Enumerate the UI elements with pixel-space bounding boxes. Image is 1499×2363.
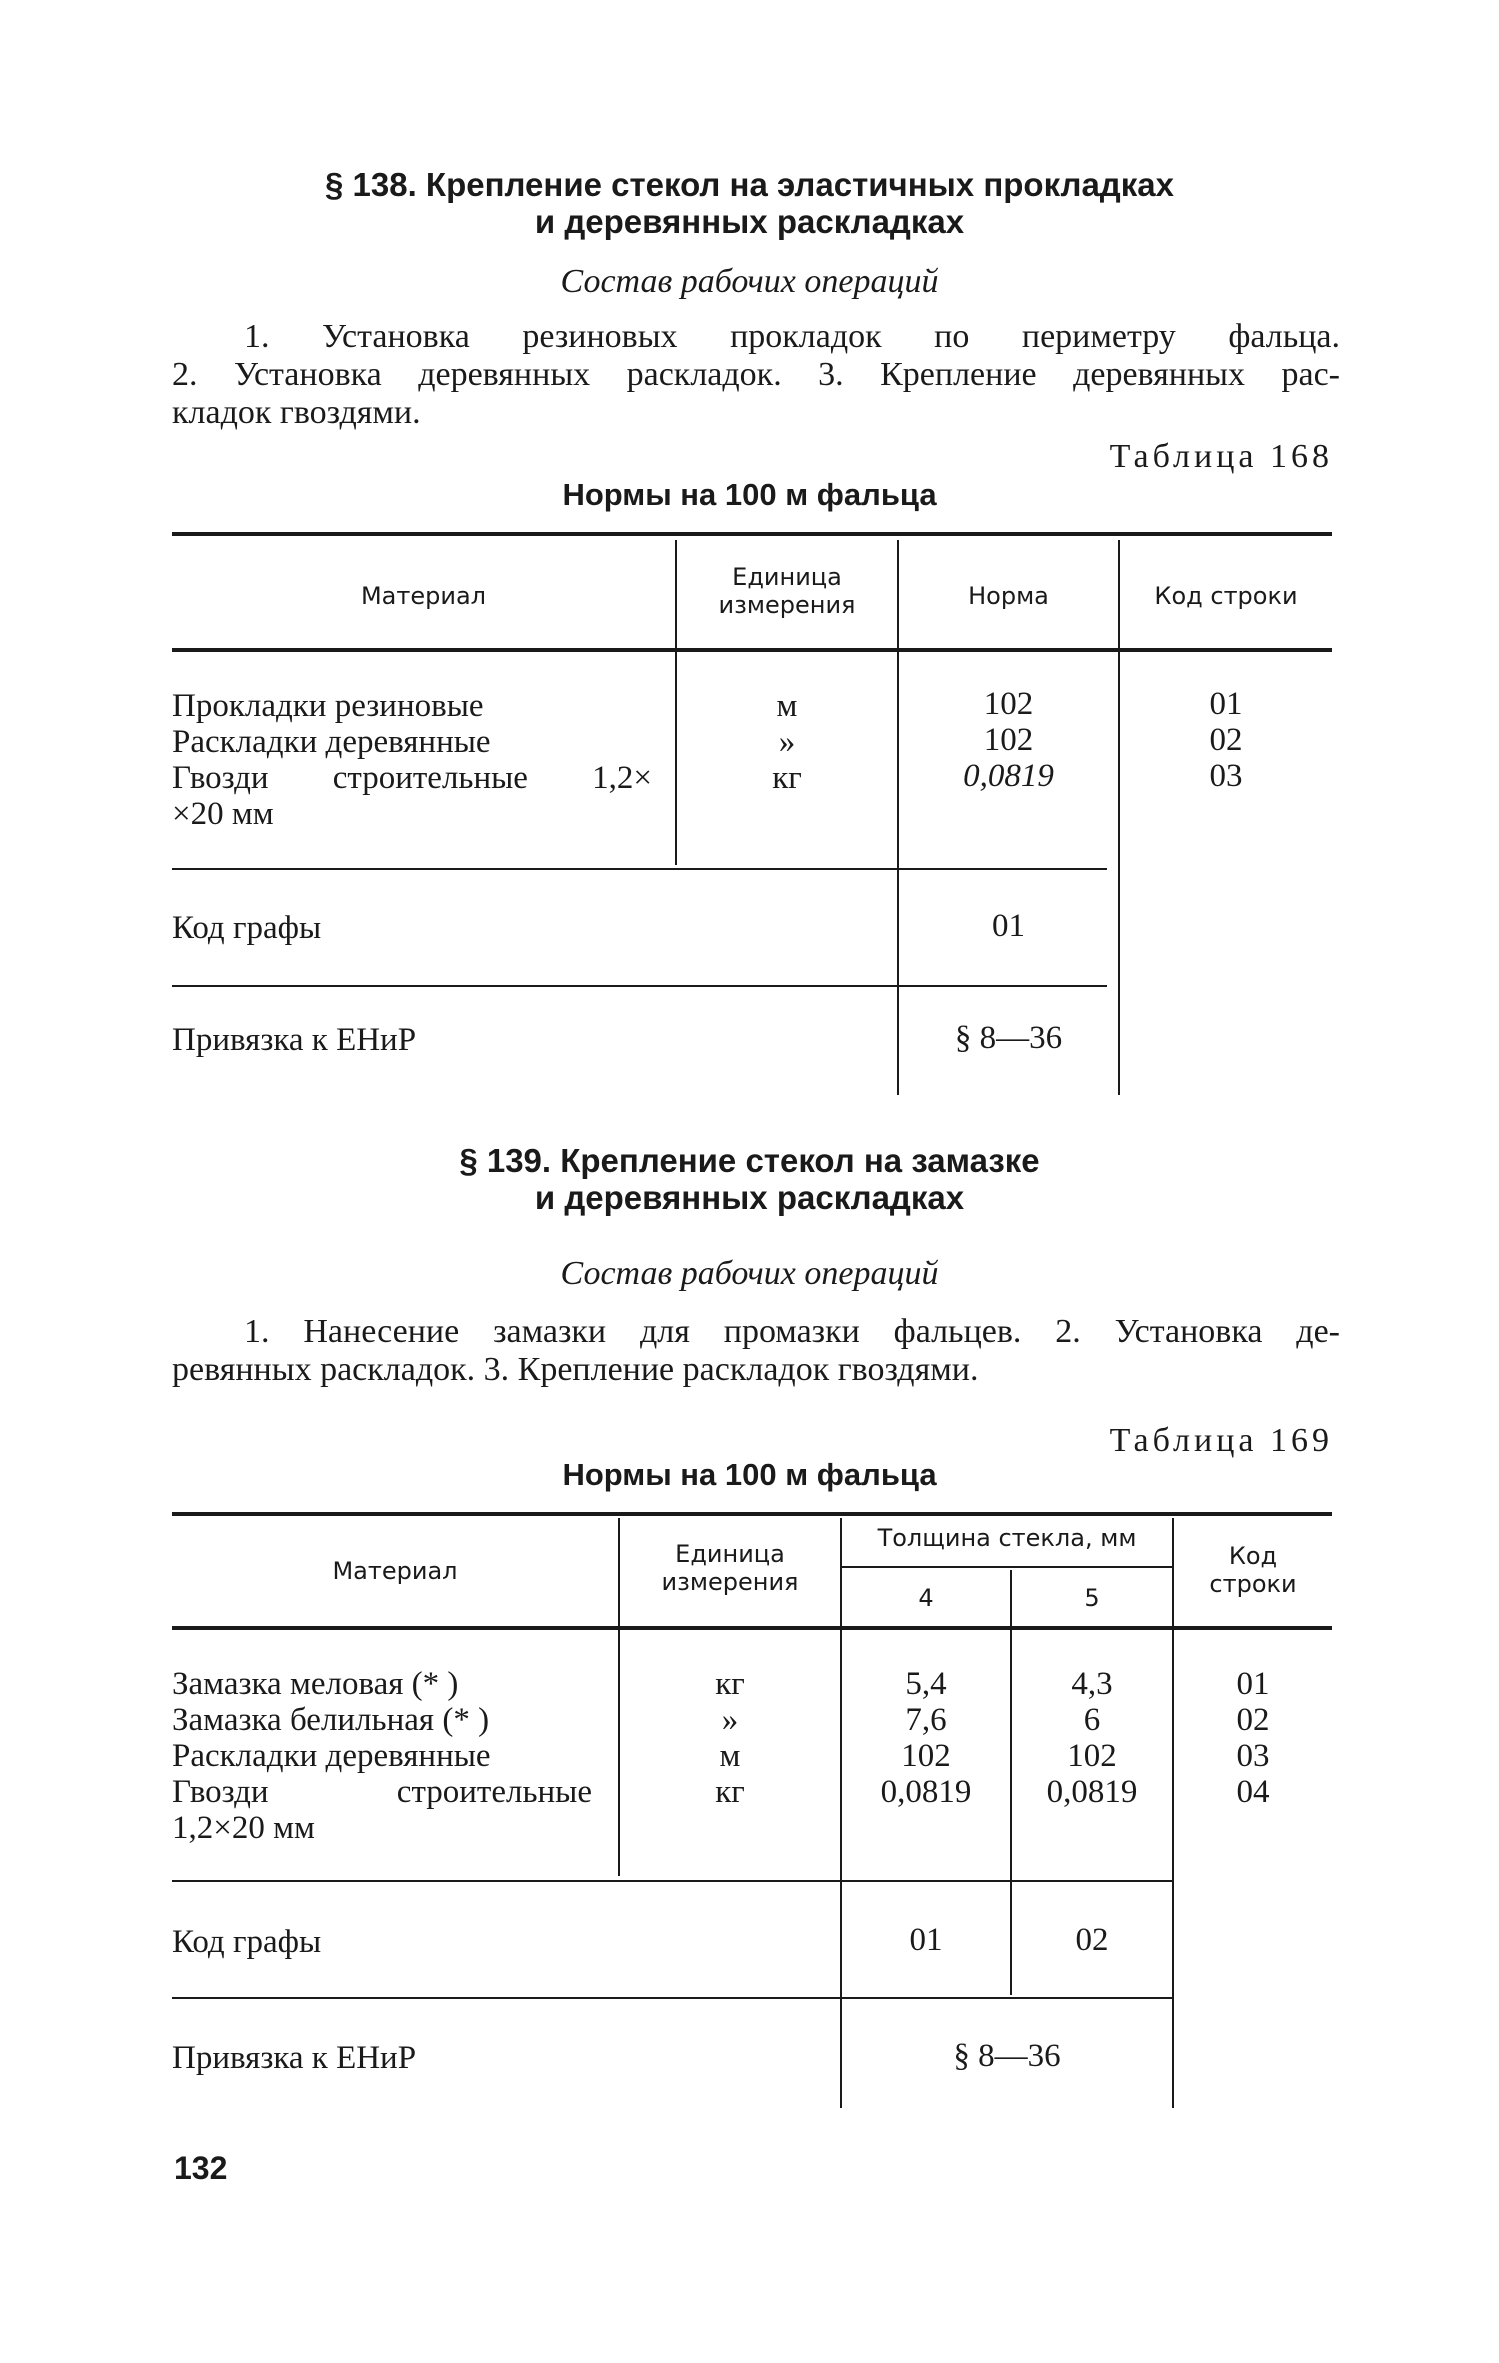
table-169-column-code-5: 02: [1075, 1922, 1109, 1958]
table-cell: 4,3: [1071, 1666, 1113, 1702]
table-168-header-unit-line2: измерения: [718, 591, 856, 619]
table-cell: кг: [715, 1666, 745, 1702]
table-cell: 0,0819: [880, 1774, 972, 1810]
table-cell: 102: [901, 1738, 951, 1774]
table-row: ×20 мм: [172, 796, 274, 832]
table-cell: 102: [983, 686, 1034, 722]
table-169-top-rule: [172, 1512, 1332, 1516]
table-169-header-thick-5: 5: [1084, 1584, 1100, 1612]
table-169-header-thick-4: 4: [918, 1584, 934, 1612]
table-row: Раскладки деревянные: [172, 724, 491, 760]
table-169-header-code-line2: строки: [1209, 1570, 1297, 1598]
section-138-paragraph-line1: 1. Установка резиновых прокладок по периметру фальца.: [244, 318, 1340, 355]
table-168-header-material: Материал: [360, 582, 487, 610]
section-138-title-line1: § 138. Крепление стекол на эластичных прокладках: [325, 166, 1174, 203]
table-168-header-code: Код строки: [1154, 582, 1298, 610]
table-row: Гвозди строительные 1,2×: [172, 760, 652, 796]
table-row: Замазка белильная (* ): [172, 1702, 490, 1738]
table-cell: 0,0819: [1046, 1774, 1138, 1810]
table-cell: 03: [1236, 1738, 1270, 1774]
table-cell: м: [719, 1738, 741, 1774]
table-169-vline-4: [1172, 1518, 1174, 2108]
table-169-thickness-rule: [842, 1566, 1172, 1568]
table-cell: 0,0819: [963, 758, 1054, 794]
section-139-title-line2: и деревянных раскладках: [534, 1179, 965, 1216]
table-cell: »: [778, 724, 796, 760]
section-138-paragraph-line2: 2. Установка деревянных раскладок. 3. Крепление деревянных рас-: [172, 356, 1340, 393]
table-row: Замазка меловая (* ): [172, 1666, 459, 1702]
section-139-paragraph-line1: 1. Нанесение замазки для промазки фальцев. 2. Установка де-: [244, 1313, 1340, 1350]
table-169-header-rule: [172, 1626, 1332, 1630]
table-168-binding-label: Привязка к ЕНиР: [172, 1022, 417, 1058]
section-138-paragraph-line3: кладок гвоздями.: [172, 394, 421, 431]
table-169-code-rule: [172, 1997, 1172, 1999]
table-row: Гвозди строительные: [172, 1774, 592, 1810]
table-cell: »: [721, 1702, 739, 1738]
table-cell: 01: [1209, 686, 1243, 722]
table-cell: 102: [1067, 1738, 1117, 1774]
table-row: Прокладки резиновые: [172, 688, 484, 724]
table-169-header-code-line1: Код: [1228, 1542, 1278, 1570]
table-169-binding-label: Привязка к ЕНиР: [172, 2040, 417, 2076]
table-169-column-code-4: 01: [909, 1922, 943, 1958]
section-139-title-line1: § 139. Крепление стекол на замазке: [459, 1142, 1040, 1179]
table-row: Раскладки деревянные: [172, 1738, 491, 1774]
section-138-subtitle: Состав рабочих операций: [560, 263, 939, 300]
table-169-body-rule: [172, 1880, 1172, 1882]
table-169-binding-value: § 8—36: [953, 2038, 1061, 2074]
table-cell: м: [776, 688, 798, 724]
table-169-number: Таблица 169: [1109, 1422, 1333, 1459]
table-168-number: Таблица 168: [1109, 438, 1333, 475]
table-cell: 02: [1236, 1702, 1270, 1738]
table-cell: 04: [1236, 1774, 1270, 1810]
table-168-header-norm: Норма: [968, 582, 1049, 610]
table-169-title: Нормы на 100 м фальца: [562, 1457, 937, 1492]
table-cell: кг: [715, 1774, 745, 1810]
table-168-header-unit-line1: Единица: [732, 563, 842, 591]
section-139-subtitle: Состав рабочих операций: [560, 1255, 939, 1292]
table-cell: 5,4: [905, 1666, 947, 1702]
table-row: 1,2×20 мм: [172, 1810, 315, 1846]
table-169-header-material: Материал: [332, 1557, 458, 1585]
table-cell: кг: [772, 760, 802, 796]
table-168-column-code-value: 01: [992, 908, 1025, 944]
table-cell: 03: [1209, 758, 1243, 794]
table-169-column-code-label: Код графы: [172, 1924, 322, 1960]
table-168-binding-value: § 8—36: [954, 1020, 1063, 1056]
table-cell: 01: [1236, 1666, 1270, 1702]
section-139-paragraph-line2: ревянных раскладок. 3. Крепление раскладок гвоздями.: [172, 1351, 979, 1388]
table-cell: 02: [1209, 722, 1243, 758]
table-cell: 7,6: [905, 1702, 947, 1738]
table-168-title: Нормы на 100 м фальца: [562, 477, 937, 512]
table-169-header-unit: [620, 1540, 840, 1596]
table-168-column-code-label: Код графы: [172, 910, 322, 946]
table-169-header-code: [1174, 1542, 1332, 1598]
table-169-header-unit-line1: Единица: [675, 1540, 785, 1568]
table-169-header-thickness: Толщина стекла, мм: [877, 1524, 1137, 1552]
table-169-header-unit-line2: измерения: [661, 1568, 799, 1596]
table-cell: 102: [983, 722, 1034, 758]
section-138-title-line2: и деревянных раскладках: [534, 203, 965, 240]
table-cell: 6: [1083, 1702, 1101, 1738]
page-number: 132: [174, 2150, 228, 2186]
